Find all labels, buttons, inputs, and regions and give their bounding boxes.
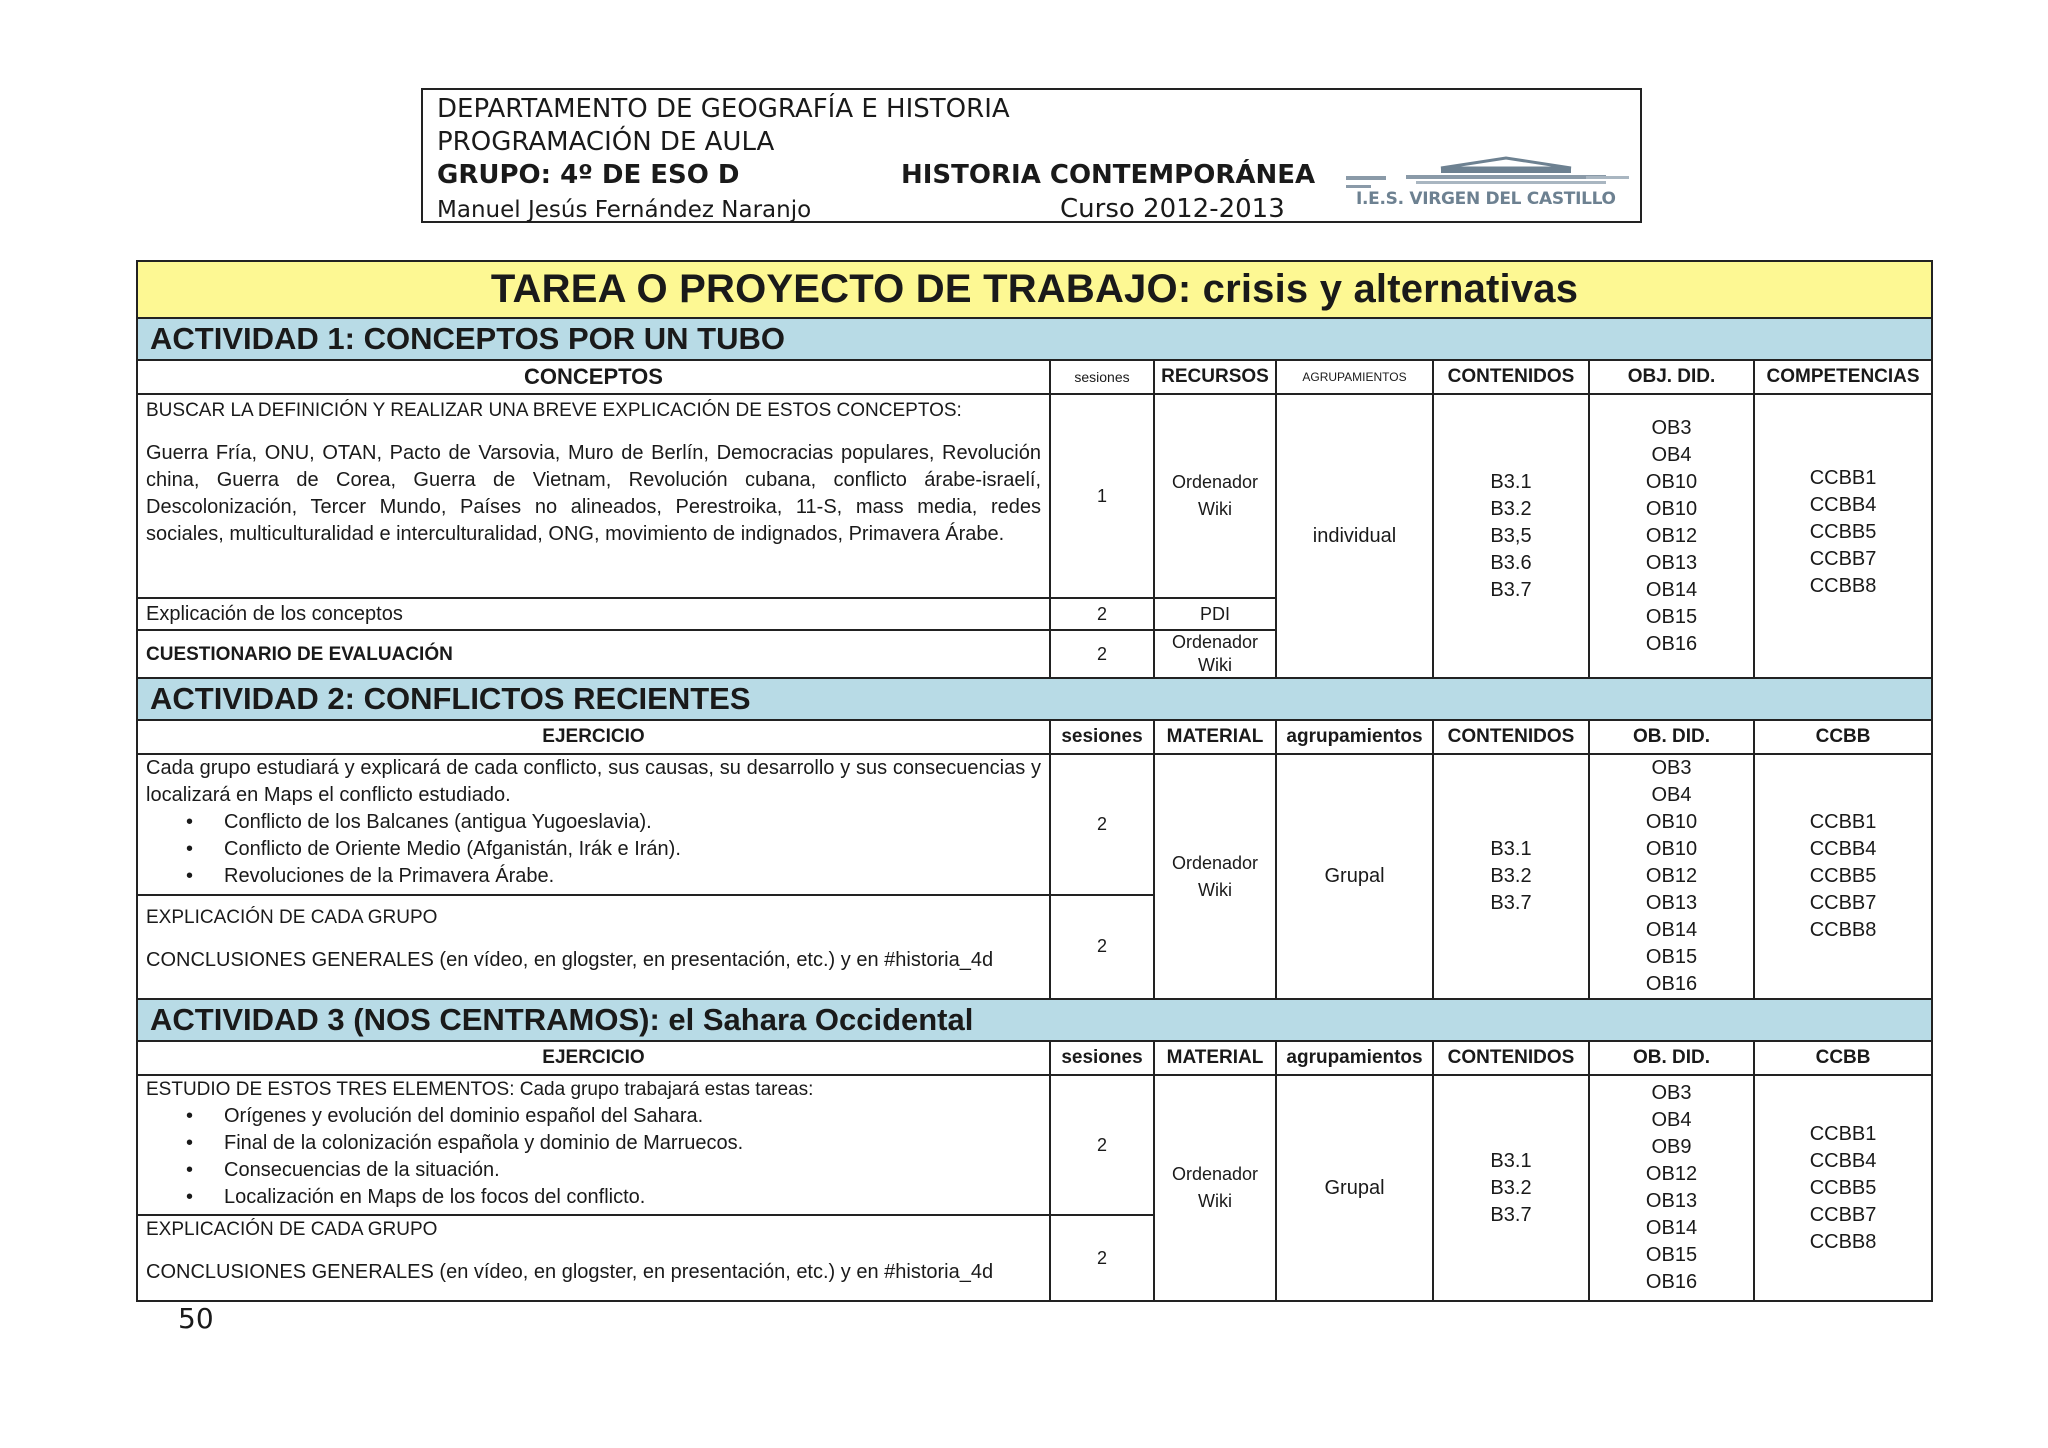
column-header: COMPETENCIAS: [1754, 360, 1932, 394]
content-code: B3,5: [1490, 524, 1532, 547]
column-header: CCBB: [1754, 1041, 1932, 1075]
objective-code: OB13: [1645, 892, 1698, 914]
bullet-icon: •: [186, 811, 194, 833]
exercise-cell: [137, 1075, 1050, 1215]
column-header: CONTENIDOS: [1433, 720, 1589, 754]
column-header: CONCEPTOS: [137, 360, 1050, 394]
competences-cell: [1754, 1075, 1932, 1301]
subject-name: HISTORIA CONTEMPORÁNEA: [901, 160, 1316, 190]
task-title: TAREA O PROYECTO DE TRABAJO: crisis y alternativas: [137, 261, 1932, 318]
list-item: [186, 1130, 1041, 1157]
column-header: EJERCICIO: [137, 1041, 1050, 1075]
conflict-list: [146, 809, 1041, 890]
competence-code: CCBB1: [1809, 1122, 1877, 1145]
column-header: MATERIAL: [1154, 1041, 1276, 1075]
column-header: RECURSOS: [1154, 360, 1276, 394]
competence-code: CCBB1: [1809, 811, 1877, 833]
column-header: agrupamientos: [1276, 720, 1433, 754]
activity-1-header-row: [137, 360, 1932, 394]
sessions-cell: 1: [1050, 394, 1154, 598]
objective-code: OB16: [1645, 1271, 1698, 1293]
list-item-text: Final de la colonización española y dominio de Marruecos.: [224, 1132, 744, 1154]
bullet-icon: •: [186, 1105, 194, 1127]
resources-cell: [1154, 394, 1276, 598]
sessions-cell: 2: [1050, 1075, 1154, 1215]
column-header: OB. DID.: [1589, 720, 1754, 754]
table-row: [137, 754, 1932, 895]
column-header: CCBB: [1754, 720, 1932, 754]
sahara-task-list: [146, 1103, 1041, 1211]
objective-code: OB13: [1645, 1190, 1698, 1212]
list-item-text: Conflicto de Oriente Medio (Afganistán, Irák e Irán).: [224, 838, 681, 860]
competences-cell: [1754, 394, 1932, 678]
resource-item: Ordenador: [1171, 632, 1259, 652]
competence-code: CCBB8: [1809, 1230, 1877, 1253]
objective-code: OB15: [1645, 1244, 1698, 1266]
evaluation-cell: CUESTIONARIO DE EVALUACIÓN: [137, 630, 1050, 678]
list-item: [186, 1103, 1041, 1130]
objective-code: OB12: [1645, 1163, 1698, 1185]
competence-code: CCBB5: [1809, 521, 1877, 543]
list-item-text: Revoluciones de la Primavera Árabe.: [224, 865, 555, 887]
concepts-list: Guerra Fría, ONU, OTAN, Pacto de Varsovia, Muro de Berlín, Democracias populares, Revolución china, Guerra de Corea, Guerra de Vietnam, Revolución cubana, conflicto árabe-israelí, Descolonización, Tercer Mundo, Países no alineados, Perestroika, 11-S, mass media, redes sociales, multiculturalidad e interculturalidad, ONG, movimiento de indignados, Primavera Árabe.: [146, 442, 1041, 545]
school-logo: [1346, 154, 1629, 208]
competence-code: CCBB1: [1809, 467, 1877, 489]
material-cell: [1154, 1075, 1276, 1301]
sessions-cell: 2: [1050, 895, 1154, 999]
competence-code: CCBB8: [1809, 575, 1877, 597]
table-row: [137, 394, 1932, 598]
content-code: B3.1: [1490, 838, 1532, 860]
content-code: B3.1: [1490, 1149, 1532, 1172]
content-code: B3.7: [1490, 1203, 1532, 1226]
activity-1-title-row: [137, 318, 1932, 360]
page-number: 50: [178, 1302, 214, 1335]
competence-code: CCBB4: [1809, 1149, 1877, 1172]
content-code: B3.2: [1490, 1176, 1532, 1199]
concepts-cell: [137, 394, 1050, 598]
list-item: [186, 1184, 1041, 1211]
contents-cell: [1433, 394, 1589, 678]
list-item-text: Localización en Maps de los focos del conflicto.: [224, 1186, 646, 1208]
exercise-text: ESTUDIO DE ESTOS TRES ELEMENTOS: Cada grupo trabajará estas tareas:: [146, 1079, 814, 1100]
column-header: agrupamientos: [1276, 1041, 1433, 1075]
contents-cell: [1433, 754, 1589, 999]
objectives-cell: [1589, 394, 1754, 678]
content-code: B3.6: [1490, 551, 1532, 574]
column-header: CONTENIDOS: [1433, 360, 1589, 394]
objective-code: OB15: [1645, 946, 1698, 968]
objectives-cell: [1589, 1075, 1754, 1301]
list-item: [186, 836, 1041, 863]
activity-3-title-row: [137, 999, 1932, 1041]
column-header: MATERIAL: [1154, 720, 1276, 754]
table-row: [137, 1075, 1932, 1215]
column-header: sesiones: [1050, 1041, 1154, 1075]
column-header: sesiones: [1050, 720, 1154, 754]
activity-1-title: ACTIVIDAD 1: CONCEPTOS POR UN TUBO: [137, 318, 1932, 360]
objective-code: OB14: [1645, 578, 1698, 601]
objective-code: OB4: [1651, 1109, 1692, 1131]
document-header: [421, 88, 1642, 223]
conclusions-line: CONCLUSIONES GENERALES (en vídeo, en glogster, en presentación, etc.) y en #historia_4d: [146, 948, 994, 971]
resources-cell: PDI: [1154, 598, 1276, 630]
explanation-line: EXPLICACIÓN DE CADA GRUPO: [146, 1219, 438, 1240]
sessions-cell: 2: [1050, 598, 1154, 630]
bullet-icon: •: [186, 865, 194, 887]
objective-code: OB14: [1645, 919, 1698, 941]
objective-code: OB4: [1651, 784, 1692, 806]
competence-code: CCBB5: [1809, 1176, 1877, 1199]
competences-cell: [1754, 754, 1932, 999]
objective-code: OB3: [1651, 1082, 1692, 1104]
author-name: Manuel Jesús Fernández Naranjo: [437, 197, 812, 223]
content-code: B3.7: [1490, 892, 1532, 914]
conclusions-line: CONCLUSIONES GENERALES (en vídeo, en glogster, en presentación, etc.) y en #historia_4d: [146, 1261, 994, 1283]
competence-code: CCBB7: [1809, 892, 1877, 914]
course-year: Curso 2012-2013: [1060, 194, 1285, 224]
list-item-text: Orígenes y evolución del dominio español del Sahara.: [224, 1105, 704, 1127]
material-item: Ordenador: [1171, 852, 1259, 873]
concepts-intro: BUSCAR LA DEFINICIÓN Y REALIZAR UNA BREVE EXPLICACIÓN DE ESTOS CONCEPTOS:: [146, 400, 962, 421]
activity-2-header-row: [137, 720, 1932, 754]
material-item: Wiki: [1198, 1191, 1232, 1211]
column-header: EJERCICIO: [137, 720, 1050, 754]
objective-code: OB14: [1645, 1217, 1698, 1239]
svg-text:I.E.S. VIRGEN DEL CASTILLO: I.E.S. VIRGEN DEL CASTILLO: [1356, 189, 1616, 208]
activity-3-title: ACTIVIDAD 3 (NOS CENTRAMOS): el Sahara Occidental: [137, 999, 1932, 1041]
sessions-cell: 2: [1050, 1215, 1154, 1301]
bullet-icon: •: [186, 1132, 194, 1154]
resource-item: Wiki: [1198, 655, 1232, 675]
content-code: B3.1: [1490, 470, 1532, 493]
column-header: sesiones: [1050, 360, 1154, 394]
bullet-icon: •: [186, 1186, 194, 1208]
objective-code: OB12: [1645, 865, 1698, 887]
bullet-icon: •: [186, 838, 194, 860]
objective-code: OB16: [1645, 632, 1698, 655]
list-item: [186, 809, 1041, 836]
exercise-cell: [137, 754, 1050, 895]
material-item: Ordenador: [1171, 1164, 1259, 1184]
list-item-text: Conflicto de los Balcanes (antigua Yugoeslavia).: [224, 811, 652, 833]
competence-code: CCBB5: [1809, 865, 1877, 887]
list-item: [186, 1157, 1041, 1184]
activity-2-title: ACTIVIDAD 2: CONFLICTOS RECIENTES: [137, 678, 1932, 720]
objective-code: OB9: [1651, 1136, 1692, 1158]
objective-code: OB10: [1645, 470, 1698, 493]
resource-item: Ordenador: [1171, 472, 1259, 492]
conclusions-cell: [137, 1215, 1050, 1301]
column-header: CONTENIDOS: [1433, 1041, 1589, 1075]
objective-code: OB12: [1645, 524, 1698, 547]
objective-code: OB10: [1645, 497, 1698, 520]
objectives-cell: [1589, 754, 1754, 999]
objective-code: OB3: [1651, 757, 1692, 779]
content-code: B3.7: [1490, 578, 1532, 601]
objective-code: OB4: [1651, 443, 1692, 466]
objective-code: OB10: [1645, 838, 1698, 860]
content-code: B3.2: [1490, 497, 1532, 520]
program-name: PROGRAMACIÓN DE AULA: [437, 127, 775, 157]
department-name: DEPARTAMENTO DE GEOGRAFÍA E HISTORIA: [437, 94, 1010, 124]
resource-item: Wiki: [1198, 499, 1232, 519]
contents-cell: [1433, 1075, 1589, 1301]
sessions-cell: 2: [1050, 630, 1154, 678]
competence-code: CCBB4: [1809, 838, 1877, 860]
list-item-text: Consecuencias de la situación.: [224, 1159, 500, 1181]
exercise-text: Cada grupo estudiará y explicará de cada conflicto, sus causas, su desarrollo y sus consecuencias y localizará en Maps el conflicto estudiado.: [146, 757, 1041, 806]
objective-code: OB10: [1645, 811, 1698, 833]
competence-code: CCBB4: [1809, 494, 1877, 516]
column-header: AGRUPAMIENTOS: [1276, 360, 1433, 394]
explanation-cell: Explicación de los conceptos: [137, 598, 1050, 630]
content-code: B3.2: [1490, 865, 1532, 887]
conclusions-cell: [137, 895, 1050, 999]
objective-code: OB15: [1645, 605, 1698, 628]
group-label: GRUPO: 4º DE ESO D: [437, 160, 740, 190]
competence-code: CCBB7: [1809, 548, 1877, 570]
column-header: OB. DID.: [1589, 1041, 1754, 1075]
grouping-cell: Grupal: [1276, 754, 1433, 999]
activity-2-title-row: [137, 678, 1932, 720]
grouping-cell: individual: [1276, 394, 1433, 678]
column-header: OBJ. DID.: [1589, 360, 1754, 394]
activity-3-header-row: [137, 1041, 1932, 1075]
material-item: Wiki: [1198, 879, 1232, 900]
resources-cell: [1154, 630, 1276, 678]
competence-code: CCBB7: [1809, 1203, 1877, 1226]
objective-code: OB3: [1651, 416, 1692, 439]
objective-code: OB16: [1645, 973, 1698, 995]
competence-code: CCBB8: [1809, 919, 1877, 941]
task-title-row: [137, 261, 1932, 318]
grouping-cell: Grupal: [1276, 1075, 1433, 1301]
task-table: [136, 260, 1933, 1302]
objective-code: OB13: [1645, 551, 1698, 574]
explanation-line: EXPLICACIÓN DE CADA GRUPO: [146, 906, 438, 928]
list-item: [186, 863, 1041, 890]
material-cell: [1154, 754, 1276, 999]
sessions-cell: 2: [1050, 754, 1154, 895]
bullet-icon: •: [186, 1159, 194, 1181]
